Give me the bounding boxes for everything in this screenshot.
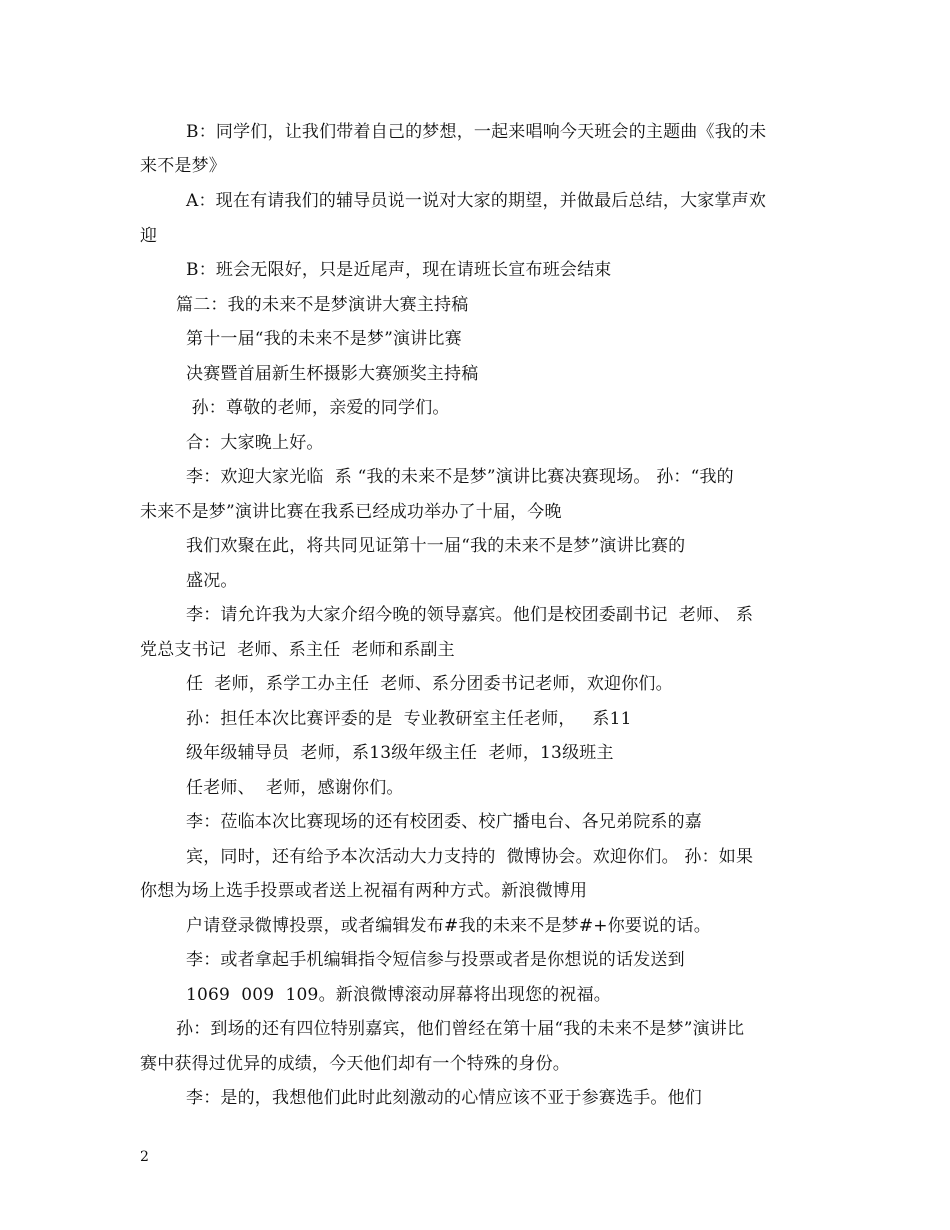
text-line: 我们欢聚在此，将共同见证第十一届“我的未来不是梦”演讲比赛的 [186,536,686,556]
text-line: 迎 [140,226,158,246]
text-line: 李：莅临本次比赛现场的还有校团委、校广播电台、各兄弟院系的嘉 [186,812,702,832]
page-number: 2 [140,1149,149,1165]
text-line: 党总支书记 老师、系主任 老师和系副主 [140,640,455,660]
text-line: 盛况。 [186,571,238,591]
text-line: 任老师、 老师，感谢你们。 [186,778,404,798]
text-line: 任 老师，系学工办主任 老师、系分团委书记老师，欢迎你们。 [186,674,673,694]
text-line: 决赛暨首届新生杯摄影大赛颁奖主持稿 [186,364,479,384]
text-line: 级年级辅导员 老师，系13级年级主任 老师，13级班主 [186,743,614,763]
text-line: 李：请允许我为大家介绍今晚的领导嘉宾。他们是校团委副书记 老师、 系 [186,605,754,625]
text-line: 李：或者拿起手机编辑指令短信参与投票或者是你想说的话发送到 [186,950,685,970]
text-line: 宾，同时，还有给予本次活动大力支持的 微博协会。欢迎你们。 孙：如果 [186,847,754,867]
text-line: 孙：尊敬的老师，亲爱的同学们。 [186,398,450,418]
text-line: 李：欢迎大家光临 系 “我的未来不是梦”演讲比赛决赛现场。 孙：“我的 [186,467,734,487]
text-line: B：班会无限好，只是近尾声，现在请班长宣布班会结束 [186,260,612,280]
text-line: 来不是梦》 [140,156,226,176]
text-line: 第十一届“我的未来不是梦”演讲比赛 [186,329,462,349]
text-line: 未来不是梦”演讲比赛在我系已经成功举办了十届，今晚 [140,502,562,522]
text-line: 户请登录微博投票，或者编辑发布#我的未来不是梦#+你要说的话。 [186,916,711,936]
text-line: 你想为场上选手投票或者送上祝福有两种方式。新浪微博用 [140,881,588,901]
text-line: 孙：担任本次比赛评委的是 专业教研室主任老师， 系11 [186,709,632,729]
text-line: 1069 009 109。新浪微博滚动屏幕将出现您的祝福。 [186,985,611,1005]
text-line: 合：大家晚上好。 [186,433,324,453]
text-line: 孙：到场的还有四位特别嘉宾，他们曾经在第十届“我的未来不是梦”演讲比 [176,1019,745,1039]
text-line: B：同学们，让我们带着自己的梦想，一起来唱响今天班会的主题曲《我的未 [186,122,767,142]
section-heading: 篇二：我的未来不是梦演讲大赛主持稿 [176,295,469,315]
text-line: 赛中获得过优异的成绩，今天他们却有一个特殊的身份。 [140,1054,570,1074]
text-line: 李：是的，我想他们此时此刻激动的心情应该不亚于参赛选手。他们 [186,1088,702,1108]
text-line: A：现在有请我们的辅导员说一说对大家的期望，并做最后总结，大家掌声欢 [186,191,767,211]
